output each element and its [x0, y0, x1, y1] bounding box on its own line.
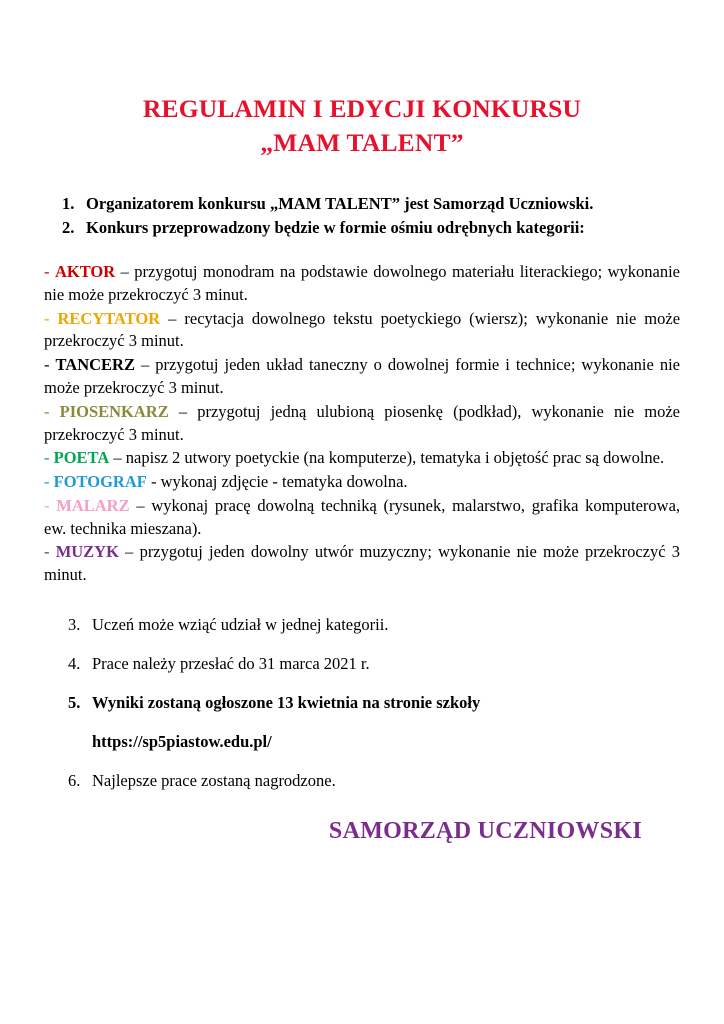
category-item — [44, 447, 680, 470]
category-name: TANCERZ — [55, 355, 135, 375]
category-name: MALARZ — [56, 495, 130, 515]
category-dash: - — [44, 495, 50, 515]
title-line-2: „MAM TALENT” — [260, 127, 464, 157]
category-name: PIOSENKARZ — [59, 401, 169, 421]
list-item — [44, 613, 680, 636]
category-name: FOTOGRAF — [53, 472, 147, 492]
category-description: – przygotuj monodram na podstawie dowolnego materiału literackiego; wykonanie nie może przekroczyć 3 minut. — [44, 262, 680, 304]
category-description: – recytacja dowolnego tekstu poetyckiego (wiersz); wykonanie nie może przekroczyć 3 minut. — [44, 308, 681, 351]
list-item-number: 5. — [68, 693, 81, 713]
category-name: AKTOR — [54, 262, 116, 282]
list-item-text: Organizatorem konkursu „MAM TALENT” jest Samorząd Uczniowski. — [86, 194, 594, 214]
categories-list — [44, 261, 680, 587]
category-name: MUZYK — [55, 542, 119, 562]
list-item-number: 3. — [68, 614, 81, 634]
rules-list-top — [44, 193, 680, 239]
list-item-text: Prace należy przesłać do 31 marca 2021 r. — [92, 654, 370, 673]
list-item — [44, 193, 680, 215]
category-dash: - — [44, 262, 50, 282]
category-description: – wykonaj pracę dowolną techniką (rysunek, malarstwo, grafika komputerowa, ew. technika mieszana). — [44, 495, 681, 538]
list-item-number: 2. — [62, 218, 75, 238]
category-dash: - — [44, 542, 50, 562]
list-item-text: Uczeń może wziąć udział w jednej kategorii. — [92, 614, 389, 634]
category-item — [44, 471, 680, 494]
category-dash: - — [44, 472, 50, 492]
list-item — [44, 652, 680, 675]
category-item — [44, 261, 680, 307]
category-item — [44, 354, 680, 400]
category-dash: - — [44, 448, 50, 468]
list-item — [44, 769, 680, 792]
category-description: – przygotuj jeden układ taneczny o dowolnej formie i technice; wykonanie nie może przekroczyć 3 minut. — [44, 355, 680, 398]
list-item-number: 6. — [68, 771, 81, 791]
category-description: – przygotuj jeden dowolny utwór muzyczny; wykonanie nie może przekroczyć 3 minut. — [44, 542, 680, 585]
school-website-link[interactable]: https://sp5piastow.edu.pl/ — [92, 732, 272, 752]
signature: SAMORZĄD UCZNIOWSKI — [328, 818, 642, 845]
category-description: – przygotuj jedną ulubioną piosenkę (podkład), wykonanie nie może przekroczyć 3 minut. — [44, 401, 681, 444]
list-item-text: Konkurs przeprowadzony będzie w formie ośmiu odrębnych kategorii: — [86, 218, 585, 238]
category-item — [44, 495, 680, 541]
category-description: – napisz 2 utwory poetyckie (na komputerze), tematyka i objętość prac są dowolne. — [113, 448, 665, 468]
list-item-number: 4. — [68, 654, 81, 673]
category-item — [44, 401, 680, 447]
list-item — [44, 691, 680, 753]
category-name: RECYTATOR — [57, 308, 161, 328]
page-title — [44, 92, 680, 159]
list-item-text: Wyniki zostaną ogłoszone 13 kwietnia na stronie szkoły — [92, 693, 481, 713]
category-dash: - — [44, 355, 50, 375]
list-item — [44, 217, 680, 239]
category-dash: - — [44, 308, 50, 328]
list-item-number: 1. — [62, 194, 75, 214]
rules-list-bottom — [44, 613, 680, 792]
category-dash: - — [44, 401, 50, 421]
category-name: POETA — [53, 448, 110, 468]
category-item — [44, 541, 680, 587]
category-description: - wykonaj zdjęcie - tematyka dowolna. — [150, 472, 408, 492]
list-item-text: Najlepsze prace zostaną nagrodzone. — [92, 771, 336, 791]
title-line-1: REGULAMIN I EDYCJI KONKURSU — [142, 94, 582, 123]
category-item — [44, 308, 680, 354]
